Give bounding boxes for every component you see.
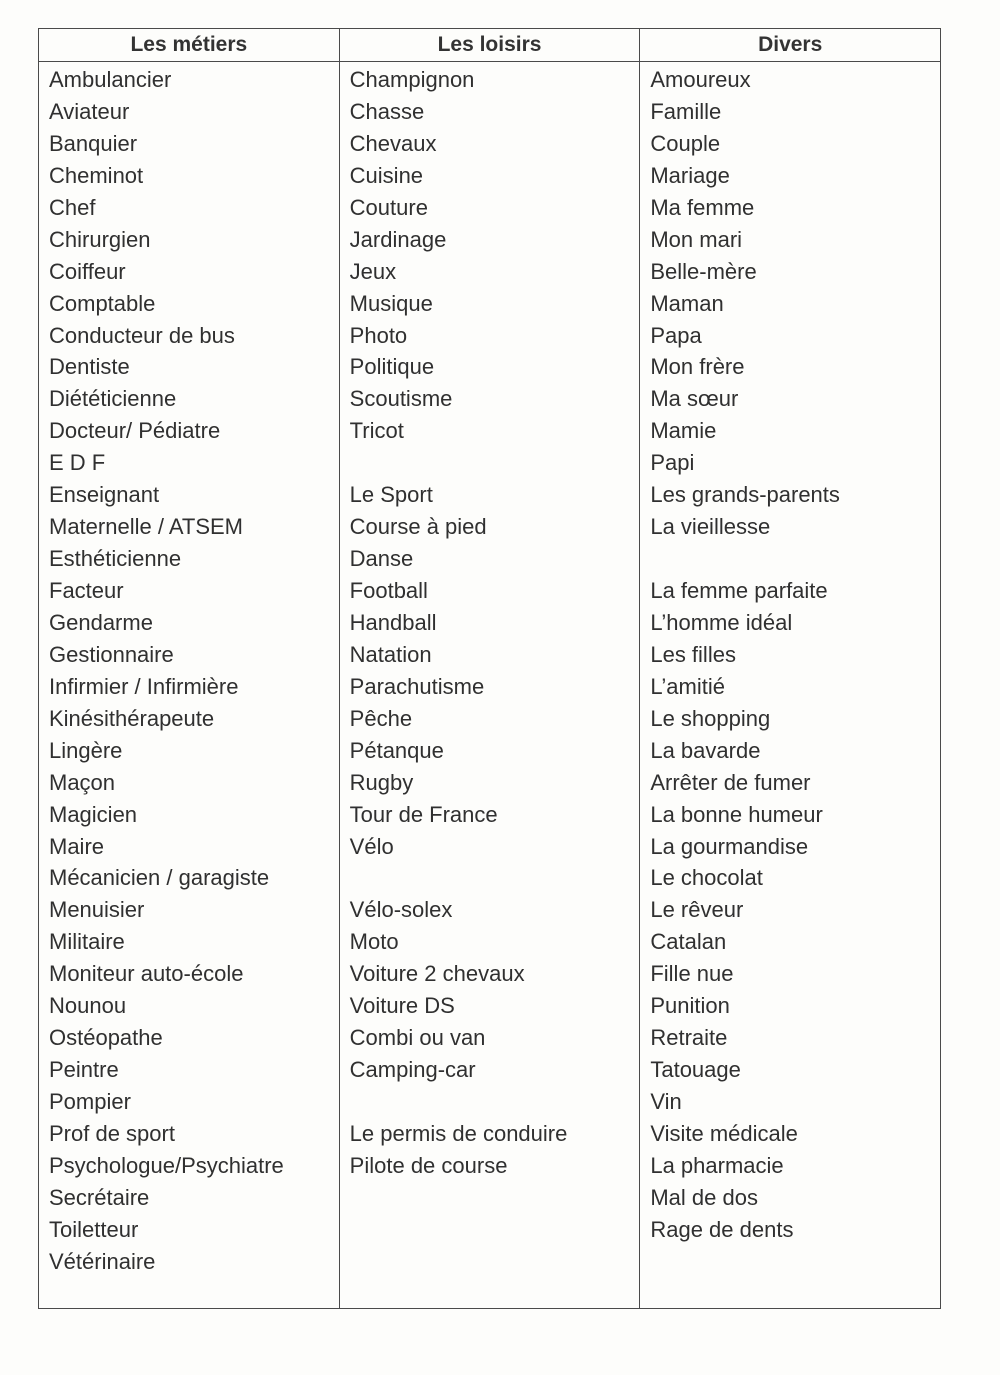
list-item: Visite médicale [650, 1120, 798, 1146]
list-item: Vélo-solex [349, 897, 453, 923]
list-item: Esthéticienne [49, 546, 182, 572]
list-item: Maternelle / ATSEM [49, 514, 243, 540]
list-item: Mon frère [650, 354, 745, 380]
column-metiers [39, 29, 340, 1308]
list-item: Les grands-parents [650, 482, 840, 508]
list-item: Danse [349, 546, 414, 572]
list-item: Amoureux [650, 67, 751, 92]
list-item: Kinésithérapeute [49, 705, 215, 731]
list-item: Couple [650, 130, 721, 156]
list-item: Dentiste [49, 354, 130, 380]
list-item: Chef [49, 194, 96, 220]
list-item: Les filles [650, 641, 736, 667]
list-item: Le rêveur [650, 897, 744, 923]
list-item: Camping-car [349, 1057, 476, 1083]
list-item: L’homme idéal [650, 609, 793, 635]
list-spacer [350, 862, 640, 894]
list-item: Chirurgien [49, 226, 151, 252]
list-item: Course à pied [349, 514, 487, 540]
list-item: Belle-mère [650, 258, 757, 284]
list-item: Psychologue/Psychiatre [49, 1152, 284, 1178]
list-item: Gestionnaire [49, 641, 174, 667]
list-item: Chevaux [349, 130, 437, 156]
list-item: Arrêter de fumer [650, 769, 811, 795]
list-spacer [350, 1086, 640, 1118]
list-item: Enseignant [49, 482, 160, 508]
list-item: Scoutisme [349, 386, 453, 412]
list-item: Vétérinaire [49, 1248, 156, 1274]
list-item: La gourmandise [650, 833, 809, 859]
list-item: Couture [349, 194, 428, 220]
list-item: Infirmier / Infirmière [49, 673, 239, 699]
list-item: Punition [650, 993, 730, 1019]
list-item: Docteur/ Pédiatre [49, 418, 221, 444]
list-item: Banquier [49, 130, 138, 156]
list-item: Magicien [49, 801, 138, 827]
list-item: Le chocolat [650, 865, 763, 891]
list-item: Ambulancier [49, 67, 172, 92]
list-item: Facteur [49, 578, 124, 603]
list-item: Football [349, 578, 428, 603]
list-item: Maire [49, 833, 105, 859]
list-item: Peintre [49, 1057, 119, 1083]
list-item: Champignon [349, 67, 475, 92]
list-item: La vieillesse [650, 514, 771, 540]
list-item: La pharmacie [650, 1152, 784, 1178]
list-item: Jeux [349, 258, 397, 284]
list-item: Coiffeur [49, 258, 126, 284]
list-item: Aviateur [49, 98, 130, 124]
list-item: Cuisine [349, 162, 424, 188]
column-loisirs [340, 29, 641, 1308]
list-item: Natation [349, 641, 432, 667]
list-item: Musique [349, 290, 433, 316]
list-item: Maman [650, 290, 724, 316]
list-item: Conducteur de bus [49, 322, 235, 348]
list-item: Mamie [650, 418, 717, 444]
list-item: Handball [349, 609, 437, 635]
list-item: Rage de dents [650, 1216, 794, 1242]
column-header-divers: Divers [640, 29, 940, 62]
list-item: Secrétaire [49, 1184, 150, 1210]
list-item: Fille nue [650, 961, 734, 987]
list-item: Comptable [49, 290, 156, 316]
list-item: Retraite [650, 1025, 728, 1051]
list-item: Catalan [650, 929, 727, 955]
list-item: Papa [650, 322, 702, 348]
list-loisirs [340, 62, 640, 1182]
list-spacer [650, 543, 940, 575]
column-header-loisirs: Les loisirs [340, 29, 640, 62]
list-metiers [39, 62, 339, 1278]
list-item: Diététicienne [49, 386, 177, 412]
list-item: Mon mari [650, 226, 743, 252]
list-item: La bavarde [650, 737, 761, 763]
list-item: Pilote de course [349, 1152, 508, 1178]
column-divers [640, 29, 940, 1308]
column-header-metiers: Les métiers [39, 29, 339, 62]
list-item: Voiture 2 chevaux [349, 961, 525, 987]
list-item: Gendarme [49, 609, 153, 635]
list-item: Nounou [49, 993, 127, 1019]
list-item: Jardinage [349, 226, 447, 252]
list-item: Mécanicien / garagiste [49, 865, 270, 891]
list-item: Tricot [349, 418, 404, 444]
list-item: Ostéopathe [49, 1025, 163, 1051]
list-item: Rugby [349, 769, 414, 795]
list-item: Mal de dos [650, 1184, 758, 1210]
list-item: Combi ou van [349, 1025, 486, 1051]
list-item: Le Sport [349, 482, 433, 508]
list-item: Le permis de conduire [349, 1120, 568, 1146]
word-table [38, 28, 941, 1309]
list-item: Voiture DS [349, 993, 455, 1019]
list-item: Moto [349, 929, 399, 955]
list-item: L’amitié [650, 673, 725, 699]
list-item: Moniteur auto-école [49, 961, 244, 987]
list-item: Vélo [349, 833, 394, 859]
list-item: Tour de France [349, 801, 498, 827]
list-item: Papi [650, 450, 695, 476]
list-item: Tatouage [650, 1057, 741, 1083]
list-item: Vin [650, 1089, 682, 1114]
list-item: Politique [349, 354, 435, 380]
list-item: Militaire [49, 929, 125, 955]
list-item: Ma sœur [650, 386, 739, 412]
list-item: Chasse [349, 98, 425, 124]
list-item: Photo [349, 322, 408, 348]
list-item: Pompier [49, 1089, 131, 1114]
list-item: Ma femme [650, 194, 755, 220]
list-item: Pétanque [349, 737, 444, 763]
list-item: Mariage [650, 162, 730, 188]
list-divers [640, 62, 940, 1246]
list-item: La bonne humeur [650, 801, 823, 827]
list-spacer [350, 447, 640, 479]
list-item: E D F [49, 450, 106, 476]
list-item: Prof de sport [49, 1120, 175, 1146]
list-item: Maçon [49, 769, 116, 795]
list-item: Famille [650, 98, 722, 124]
list-item: La femme parfaite [650, 578, 828, 603]
list-item: Parachutisme [349, 673, 485, 699]
list-item: Menuisier [49, 897, 145, 923]
list-item: Pêche [349, 705, 413, 731]
list-item: Le shopping [650, 705, 771, 731]
list-item: Lingère [49, 737, 123, 763]
list-item: Cheminot [49, 162, 144, 188]
list-item: Toiletteur [49, 1216, 139, 1242]
